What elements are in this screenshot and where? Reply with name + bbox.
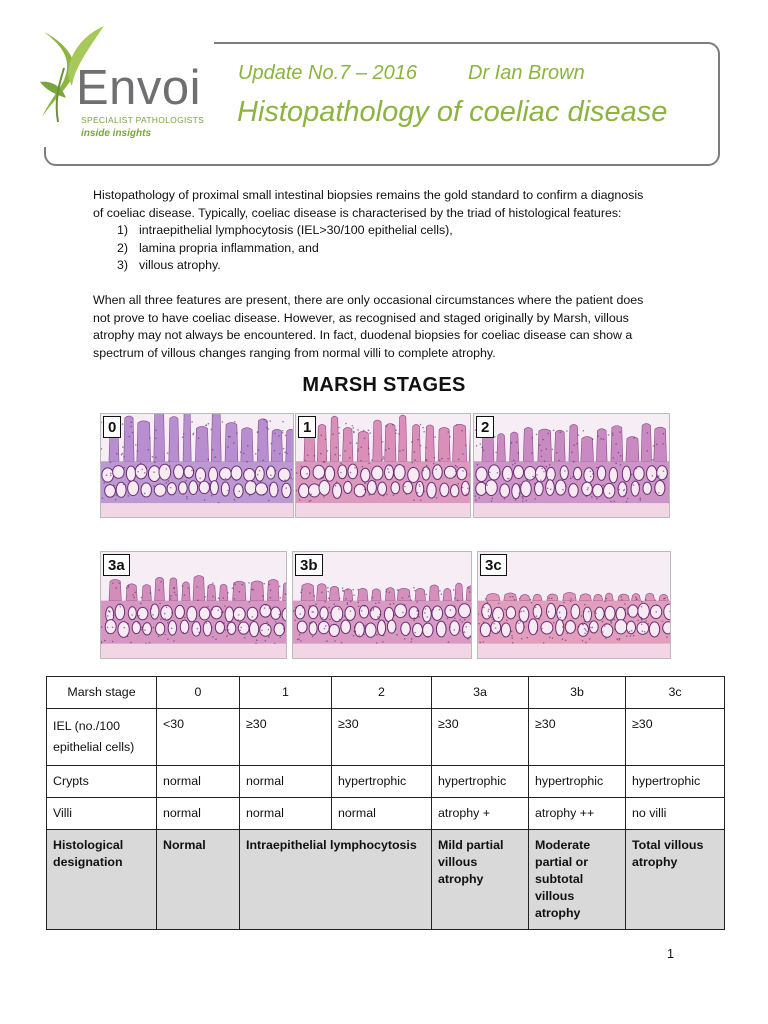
logo-wordmark: Envoi <box>76 61 202 115</box>
paragraph-line: atrophy may not always be encountered. In fact, duodenal biopsies for coeliac disease can show a <box>93 328 633 343</box>
header-cell: 2 <box>332 677 432 709</box>
row-label: Histological designation <box>47 830 157 930</box>
header-cell: 3c <box>626 677 725 709</box>
paragraph-line: When all three features are present, there are only occasional circumstances where the patient does <box>93 293 644 307</box>
table-cell: ≥30 <box>432 709 529 766</box>
table-cell: hypertrophic <box>529 766 626 798</box>
table-cell: atrophy + <box>432 798 529 830</box>
table-cell: ≥30 <box>240 709 332 766</box>
list-item <box>93 240 693 258</box>
stage-label: 3b <box>295 554 323 576</box>
table-row <box>47 766 725 798</box>
logo-tagline: SPECIALIST PATHOLOGISTS <box>81 115 205 125</box>
header-cell: 1 <box>240 677 332 709</box>
table-cell: Normal <box>157 830 240 930</box>
list-number: 1) <box>117 223 129 238</box>
logo-slogan: inside insights <box>81 128 152 139</box>
header-cell: 3b <box>529 677 626 709</box>
paragraph-line: not prove to have coeliac disease. However, as recognised and staged originally by Marsh, villous <box>93 310 629 325</box>
list-number: 3) <box>117 258 129 273</box>
micrograph-stage-3c <box>477 551 671 659</box>
table-header-row <box>47 677 725 709</box>
table-cell: Intraepithelial lymphocytosis <box>240 830 432 930</box>
table-cell: Moderate partial or subtotal villous atrophy <box>529 830 626 930</box>
table-cell: normal <box>240 766 332 798</box>
stage-label: 0 <box>103 416 121 438</box>
page-number: 1 <box>667 947 674 961</box>
table-cell: ≥30 <box>529 709 626 766</box>
micrograph-stage-3a <box>100 551 287 659</box>
intro-line: of coeliac disease. Typically, coeliac disease is characterised by the triad of histological features: <box>93 205 622 220</box>
intro-line: Histopathology of proximal small intestinal biopsies remains the gold standard to confirm a diagnosis <box>93 188 644 202</box>
list-number: 2) <box>117 240 129 255</box>
list-text: villous atrophy. <box>139 258 221 273</box>
update-line <box>238 62 585 85</box>
stage-label: 3a <box>103 554 130 576</box>
micrograph-stage-2 <box>473 413 670 518</box>
list-item <box>93 222 693 240</box>
list-text: lamina propria inflammation, and <box>139 240 319 255</box>
table-row <box>47 798 725 830</box>
table-cell: hypertrophic <box>432 766 529 798</box>
page-title: Histopathology of coeliac disease <box>237 96 668 128</box>
table-cell: hypertrophic <box>332 766 432 798</box>
table-cell: normal <box>332 798 432 830</box>
marsh-table <box>46 676 725 930</box>
table-cell: normal <box>157 766 240 798</box>
micrograph-image <box>101 414 294 518</box>
paragraph-2 <box>93 292 693 362</box>
header-cell: Marsh stage <box>47 677 157 709</box>
stage-label: 1 <box>298 416 316 438</box>
row-label: Villi <box>47 798 157 830</box>
table-cell: <30 <box>157 709 240 766</box>
table-cell: normal <box>240 798 332 830</box>
table-cell: normal <box>157 798 240 830</box>
envoi-logo <box>34 22 214 147</box>
author: Dr Ian Brown <box>468 62 585 84</box>
micrograph-stage-1 <box>295 413 471 518</box>
intro-paragraph <box>93 187 693 275</box>
list-item <box>93 257 693 275</box>
table-row <box>47 709 725 766</box>
micrograph-image <box>296 414 471 518</box>
table-cell: no villi <box>626 798 725 830</box>
marsh-stages-heading: MARSH STAGES <box>302 374 466 396</box>
row-label: Crypts <box>47 766 157 798</box>
header-cell: 3a <box>432 677 529 709</box>
micrograph-image <box>474 414 670 518</box>
table-cell: Total villous atrophy <box>626 830 725 930</box>
table-cell: ≥30 <box>332 709 432 766</box>
micrograph-stage-3b <box>292 551 472 659</box>
table-cell: Mild partial villous atrophy <box>432 830 529 930</box>
table-cell: atrophy ++ <box>529 798 626 830</box>
paragraph-line: spectrum of villous changes ranging from normal villi to complete atrophy. <box>93 345 496 360</box>
table-cell: hypertrophic <box>626 766 725 798</box>
micrograph-stage-0 <box>100 413 294 518</box>
micrograph-image <box>478 552 671 659</box>
stage-label: 3c <box>480 554 507 576</box>
stage-label: 2 <box>476 416 494 438</box>
row-label: IEL (no./100 epithelial cells) <box>47 709 157 766</box>
update-number: Update No.7 – 2016 <box>238 62 418 84</box>
list-text: intraepithelial lymphocytosis (IEL>30/100 epithelial cells), <box>139 223 453 238</box>
header-cell: 0 <box>157 677 240 709</box>
table-row-histological <box>47 830 725 930</box>
table-cell: ≥30 <box>626 709 725 766</box>
